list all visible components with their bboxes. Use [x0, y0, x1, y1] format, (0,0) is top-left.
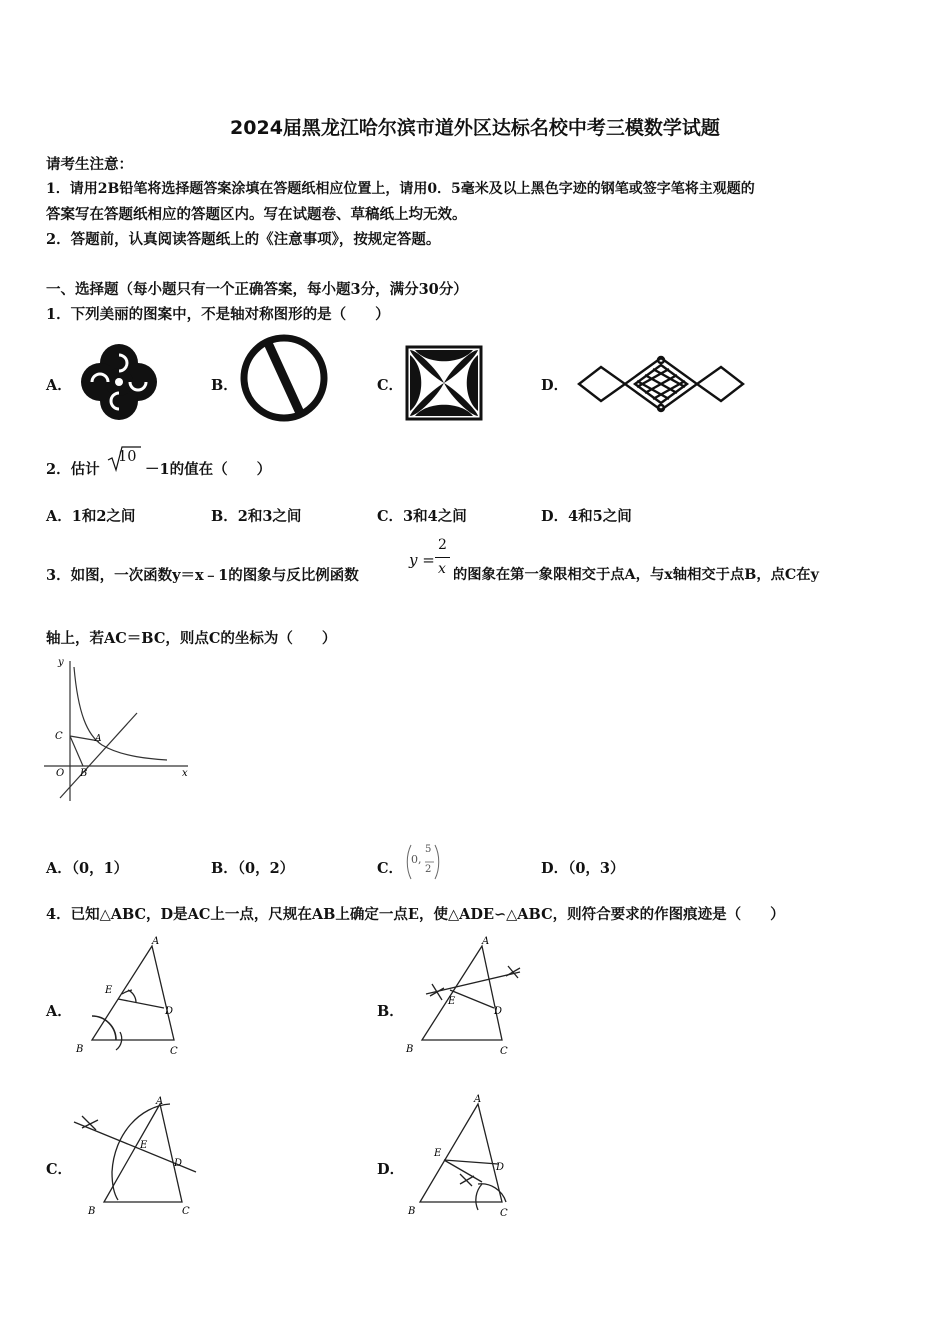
triangle-abc — [420, 1104, 505, 1202]
q3-frac-bar — [435, 557, 450, 558]
point-a-label: A — [156, 1096, 164, 1107]
q2-option-c[interactable]: C．3和4之间 — [377, 508, 467, 525]
linear-function-line — [60, 713, 137, 798]
q3-stem-part-1: 3．如图，一次函数y＝x﹣1的图象与反比例函数 — [46, 567, 359, 584]
q3-option-a[interactable]: A．（0，1） — [46, 860, 129, 877]
point-c-label: C — [500, 1208, 508, 1219]
q3-function-graph — [42, 653, 192, 803]
q1-option-d-label[interactable]: D． — [541, 377, 569, 394]
section-heading: 一、选择题（每小题只有一个正确答案，每小题3分，满分30分） — [46, 281, 468, 298]
q3-stem-part-3: 轴上，若AC＝BC，则点C的坐标为（ ） — [46, 630, 337, 647]
q3-option-d[interactable]: D．（0，3） — [541, 860, 625, 877]
q4-figure-a — [72, 932, 192, 1060]
q1-figure-a-lobed-pattern — [78, 341, 160, 423]
point-d-label: D — [494, 1006, 503, 1017]
q1-figure-d-endless-knot — [575, 353, 747, 415]
q3-frac-numerator: 2 — [438, 537, 447, 553]
q1-option-c-label[interactable]: C． — [377, 377, 404, 394]
notice-line-2: 2．答题前，认真阅读答题纸上的《注意事项》，按规定答题。 — [46, 231, 441, 248]
segment-ed — [118, 999, 164, 1008]
q4-option-d-label[interactable]: D． — [377, 1161, 405, 1178]
q3-option-c-prefix: 0, — [411, 853, 422, 866]
q3-option-b[interactable]: B．（0，2） — [211, 860, 295, 877]
segment-ed — [450, 990, 494, 1008]
q2-stem-start: 2．估计 — [46, 461, 100, 478]
point-d-label: D — [496, 1162, 505, 1173]
q1-figure-c-petal-square — [405, 345, 483, 421]
point-a-label: A — [95, 734, 102, 744]
point-c-label: C — [182, 1206, 190, 1217]
q4-option-c-label[interactable]: C． — [46, 1161, 73, 1178]
q4-figure-b — [402, 932, 527, 1060]
notice-line-1a: 1．请用2B铅笔将选择题答案涂填在答题纸相应位置上，请用0．5毫米及以上黑色字迹的钢笔或签字笔将主观题的 — [46, 181, 755, 197]
q3-option-c-numerator: 5 — [425, 844, 432, 855]
point-e-label: E — [434, 1148, 442, 1159]
q1-figure-b-ring — [238, 333, 330, 423]
q3-stem-part-2: 的图象在第一象限相交于点A，与x轴相交于点B，点C在y — [453, 567, 819, 583]
point-b-label: B — [88, 1206, 96, 1217]
point-e-label: E — [105, 985, 113, 996]
y-axis-label: y — [58, 657, 64, 668]
q4-option-b-label[interactable]: B． — [377, 1003, 404, 1020]
point-c-label: C — [55, 731, 63, 742]
origin-label: O — [56, 768, 65, 779]
q3-option-c-denominator: 2 — [425, 864, 432, 875]
notice-heading: 请考生注意： — [46, 156, 133, 173]
notice-line-1b: 答案写在答题纸相应的答题区内。写在试题卷、草稿纸上均无效。 — [46, 206, 467, 223]
q1-option-a-label[interactable]: A． — [46, 377, 72, 394]
q2-stem-end: －1的值在（ ） — [145, 461, 272, 478]
point-a-label: A — [152, 936, 160, 947]
q2-option-d[interactable]: D．4和5之间 — [541, 508, 632, 525]
point-e-label: E — [140, 1140, 148, 1151]
segment-cb — [70, 736, 83, 766]
q3-frac-lhs: y = — [409, 551, 435, 569]
point-b-label: B — [408, 1206, 416, 1217]
point-b-label: B — [80, 768, 88, 779]
q4-stem: 4．已知△ABC，D是AC上一点，尺规在AB上确定一点E，使△ADE∽△ABC，则符合要求的作图痕迹是（ ） — [46, 906, 785, 923]
q3-option-c-label[interactable]: C． — [377, 860, 404, 877]
point-d-label: D — [165, 1006, 174, 1017]
q2-option-b[interactable]: B．2和3之间 — [211, 508, 302, 525]
q4-figure-d — [402, 1092, 527, 1222]
q2-radicand: 10 — [118, 449, 137, 465]
point-a-label: A — [474, 1094, 482, 1105]
point-b-label: B — [76, 1044, 84, 1055]
page-title: 2024届黑龙江哈尔滨市道外区达标名校中考三模数学试题 — [230, 117, 720, 139]
inverse-function-curve — [74, 667, 167, 760]
q1-option-b-label[interactable]: B． — [211, 377, 238, 394]
q1-stem: 1．下列美丽的图案中，不是轴对称图形的是（ ） — [46, 306, 390, 323]
q4-option-a-label[interactable]: A． — [46, 1003, 72, 1020]
point-a-label: A — [482, 936, 490, 947]
q4-figure-c — [70, 1092, 200, 1222]
point-c-label: C — [500, 1046, 508, 1057]
angle-arc-b — [92, 1016, 116, 1040]
segment-ed — [444, 1160, 498, 1164]
q3-frac-denominator: x — [438, 561, 446, 577]
point-c-label: C — [170, 1046, 178, 1057]
large-arc — [112, 1104, 170, 1200]
point-e-label: E — [448, 996, 456, 1007]
point-d-label: D — [174, 1158, 183, 1169]
x-axis-label: x — [182, 768, 188, 779]
point-b-label: B — [406, 1044, 414, 1055]
q2-option-a[interactable]: A．1和2之间 — [46, 508, 136, 525]
